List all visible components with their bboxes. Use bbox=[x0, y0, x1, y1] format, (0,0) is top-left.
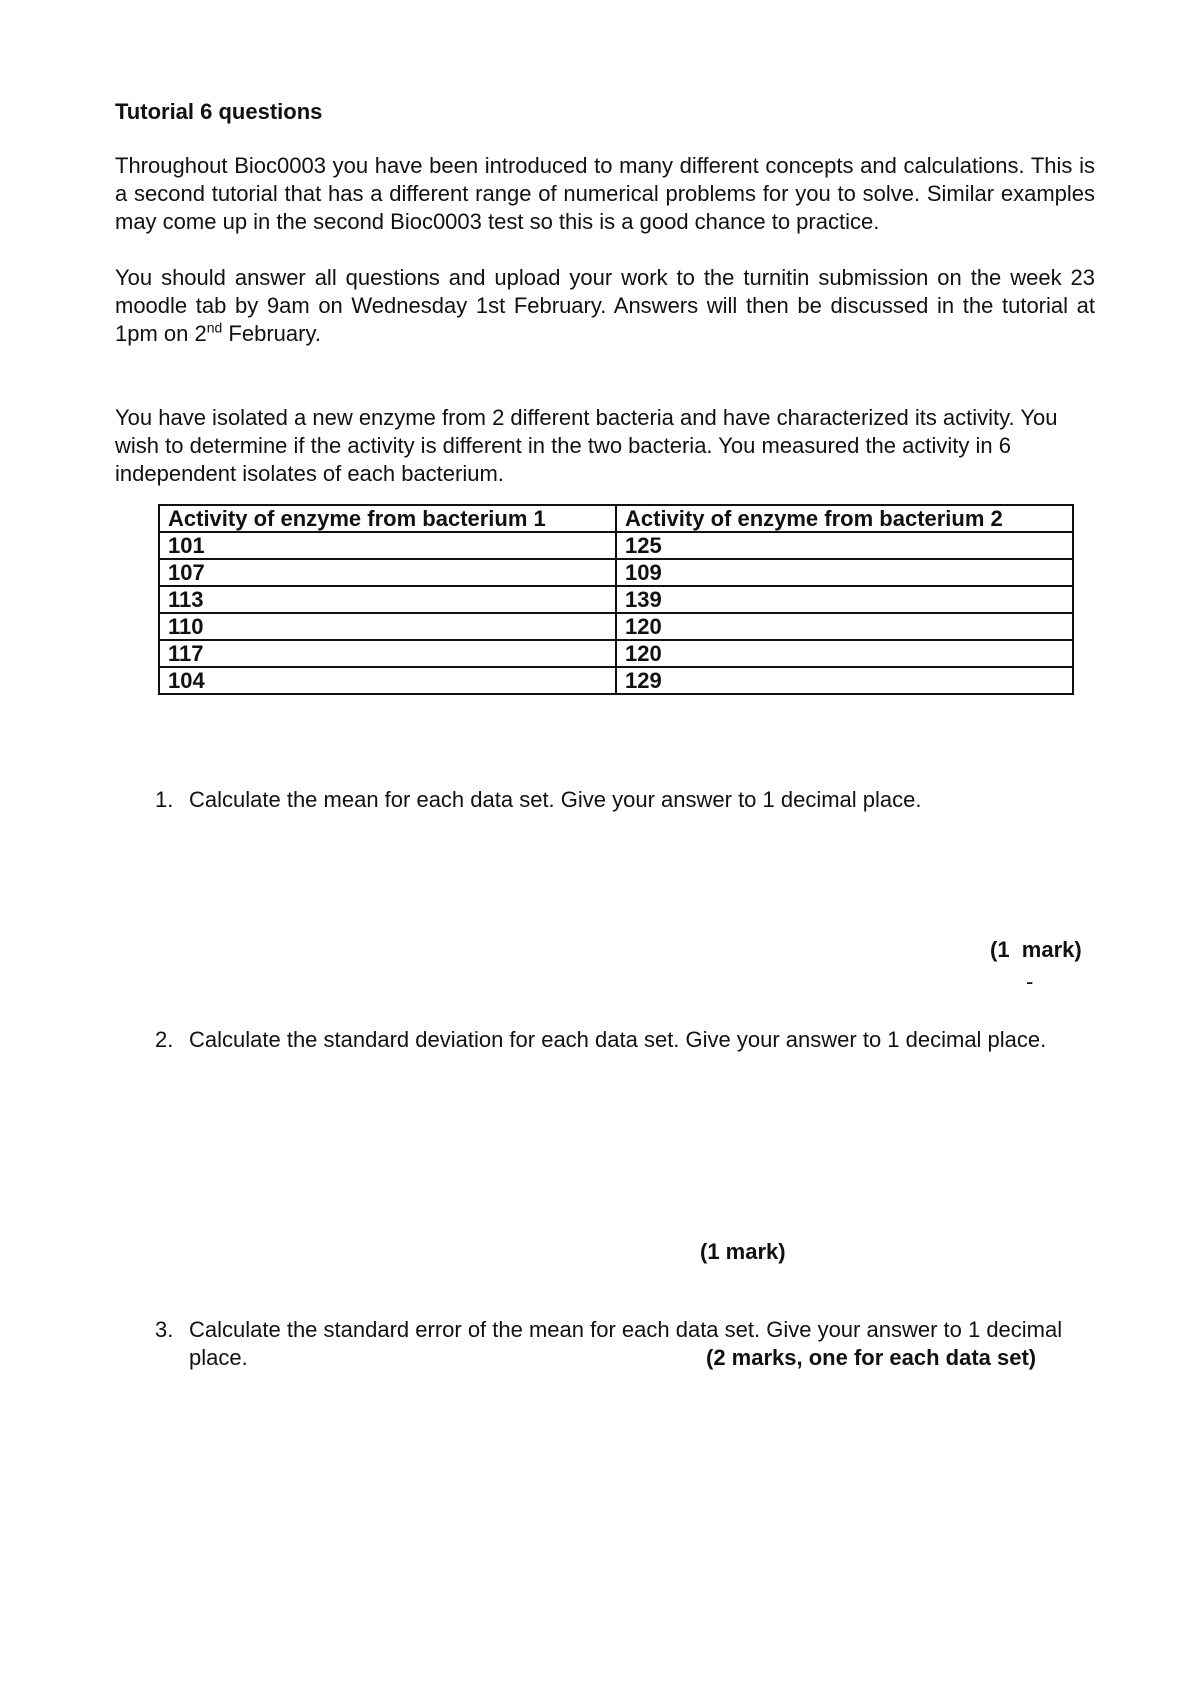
question-number: 3. bbox=[155, 1317, 174, 1342]
question-3-marks: (2 marks, one for each data set) bbox=[706, 1345, 1037, 1370]
table-cell: 120 bbox=[616, 640, 1073, 667]
question-number: 2. bbox=[155, 1027, 174, 1052]
table-row bbox=[159, 667, 1073, 694]
question-1-marks: (1 mark) bbox=[990, 937, 1082, 962]
table-row bbox=[159, 532, 1073, 559]
question-number: 1. bbox=[155, 787, 174, 812]
question-text: Calculate the standard error of the mean for each data set. Give your answer to 1 decimal place. bbox=[189, 1317, 1063, 1370]
table-cell: 129 bbox=[616, 667, 1073, 694]
table-header-bacterium-2: Activity of enzyme from bacterium 2 bbox=[616, 505, 1073, 532]
question-2-marks: (1 mark) bbox=[700, 1239, 786, 1264]
intro-paragraph-3: You have isolated a new enzyme from 2 different bacteria and have characterized its activity. You wish to determine if the activity is different in the two bacteria. You measured the activity in 6 independent isolates of each bacterium. bbox=[115, 405, 1058, 486]
intro-paragraph-2-end: February. bbox=[222, 321, 321, 346]
table-header-bacterium-1: Activity of enzyme from bacterium 1 bbox=[159, 505, 616, 532]
table-cell: 139 bbox=[616, 586, 1073, 613]
intro-paragraph-2-text: You should answer all questions and upload your work to the turnitin submission on the week 23 moodle tab by 9am on Wednesday 1st February. Answers will then be discussed in the tutorial at 1pm on 2 bbox=[115, 265, 1095, 346]
ordinal-suffix: nd bbox=[206, 319, 223, 336]
table-header-row bbox=[159, 505, 1073, 532]
page-title: Tutorial 6 questions bbox=[115, 99, 323, 124]
document-page bbox=[115, 98, 1095, 695]
table-cell: 109 bbox=[616, 559, 1073, 586]
question-text: Calculate the standard deviation for each data set. Give your answer to 1 decimal place. bbox=[189, 1027, 1047, 1052]
question-1-trailing-mark: - bbox=[1026, 969, 1034, 994]
intro-paragraph-2 bbox=[115, 264, 1095, 348]
table-row bbox=[159, 586, 1073, 613]
table-cell: 110 bbox=[159, 613, 616, 640]
table-row bbox=[159, 613, 1073, 640]
intro-paragraph-1: Throughout Bioc0003 you have been introduced to many different concepts and calculations. This is a second tutorial that has a different range of numerical problems for you to solve. Similar examples may come up in the second Bioc0003 test so this is a good chance to practice. bbox=[115, 153, 1095, 234]
table-cell: 104 bbox=[159, 667, 616, 694]
table-cell: 117 bbox=[159, 640, 616, 667]
table-cell: 101 bbox=[159, 532, 616, 559]
table-row bbox=[159, 559, 1073, 586]
table-cell: 107 bbox=[159, 559, 616, 586]
question-1 bbox=[155, 786, 1095, 814]
question-2 bbox=[155, 1026, 1095, 1054]
enzyme-activity-table bbox=[158, 504, 1074, 695]
table-row bbox=[159, 640, 1073, 667]
table-cell: 113 bbox=[159, 586, 616, 613]
table-cell: 125 bbox=[616, 532, 1073, 559]
table-cell: 120 bbox=[616, 613, 1073, 640]
question-text: Calculate the mean for each data set. Give your answer to 1 decimal place. bbox=[189, 787, 922, 812]
